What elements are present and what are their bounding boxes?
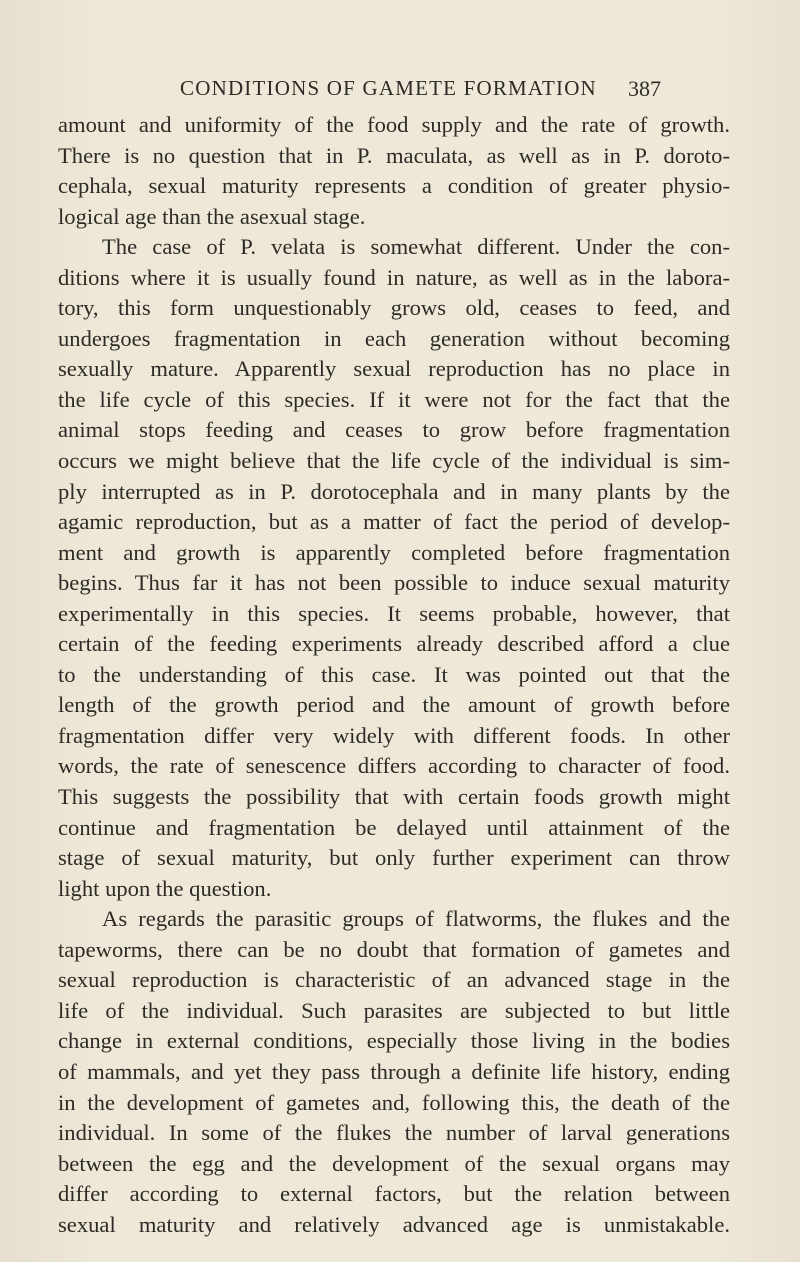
- page-number: 387: [628, 76, 661, 101]
- text-line: stage of sexual maturity, but only further experiment can throw: [58, 845, 730, 871]
- text-line: ditions where it is usually found in nature, as well as in the labora-: [58, 264, 730, 290]
- text-line: life of the individual. Such parasites are subjected to but little: [58, 997, 730, 1023]
- text-line: tapeworms, there can be no doubt that formation of gametes and: [58, 936, 730, 962]
- text-line: differ according to external factors, but the relation between: [58, 1181, 730, 1207]
- text-line: to the understanding of this case. It was pointed out that the: [58, 661, 730, 687]
- text-line: There is no question that in P. maculata, as well as in P. doroto-: [58, 142, 730, 168]
- text-line: agamic reproduction, but as a matter of fact the period of develop-: [58, 509, 730, 535]
- text-line: in the development of gametes and, following this, the death of the: [58, 1089, 730, 1115]
- text-line: the life cycle of this species. If it were not for the fact that the: [58, 386, 730, 412]
- text-line: The case of P. velata is somewhat different. Under the con-: [102, 234, 730, 260]
- text-line: words, the rate of senescence differs according to character of food.: [58, 753, 730, 779]
- text-line: sexual reproduction is characteristic of an advanced stage in the: [58, 967, 730, 993]
- text-line: amount and uniformity of the food supply and the rate of growth.: [58, 112, 730, 137]
- text-line: logical age than the asexual stage.: [58, 203, 366, 229]
- text-line: tory, this form unquestionably grows old, ceases to feed, and: [58, 295, 730, 321]
- body-text: [58, 110, 730, 1240]
- running-title: CONDITIONS OF GAMETE FORMATION: [180, 76, 597, 100]
- text-line: individual. In some of the flukes the number of larval generations: [58, 1120, 730, 1146]
- text-line: change in external conditions, especially those living in the bodies: [58, 1028, 730, 1054]
- text-line: cephala, sexual maturity represents a condition of greater physio-: [58, 173, 730, 199]
- text-line: This suggests the possibility that with certain foods growth might: [58, 784, 730, 810]
- text-line: light upon the question.: [58, 875, 272, 901]
- text-line: length of the growth period and the amount of growth before: [58, 692, 730, 718]
- text-line: sexually mature. Apparently sexual reproduction has no place in: [58, 356, 730, 382]
- text-line: occurs we might believe that the life cycle of the individual is sim-: [58, 448, 730, 474]
- text-line: sexual maturity and relatively advanced age is unmistakable.: [58, 1211, 730, 1237]
- text-line: experimentally in this species. It seems probable, however, that: [58, 600, 730, 626]
- page-header: [0, 76, 800, 106]
- text-line: undergoes fragmentation in each generation without becoming: [58, 325, 730, 351]
- text-line: fragmentation differ very widely with different foods. In other: [58, 722, 730, 748]
- text-line: ply interrupted as in P. dorotocephala and in many plants by the: [58, 478, 730, 504]
- text-line: As regards the parasitic groups of flatworms, the flukes and the: [102, 906, 730, 932]
- text-line: between the egg and the development of the sexual organs may: [58, 1150, 730, 1176]
- text-line: continue and fragmentation be delayed until attainment of the: [58, 814, 730, 840]
- text-line: certain of the feeding experiments already described afford a clue: [58, 631, 730, 657]
- text-line: of mammals, and yet they pass through a definite life history, ending: [58, 1058, 730, 1084]
- text-line: ment and growth is apparently completed before fragmentation: [58, 539, 730, 565]
- text-line: begins. Thus far it has not been possible to induce sexual maturity: [58, 570, 730, 596]
- text-line: animal stops feeding and ceases to grow before fragmentation: [58, 417, 730, 443]
